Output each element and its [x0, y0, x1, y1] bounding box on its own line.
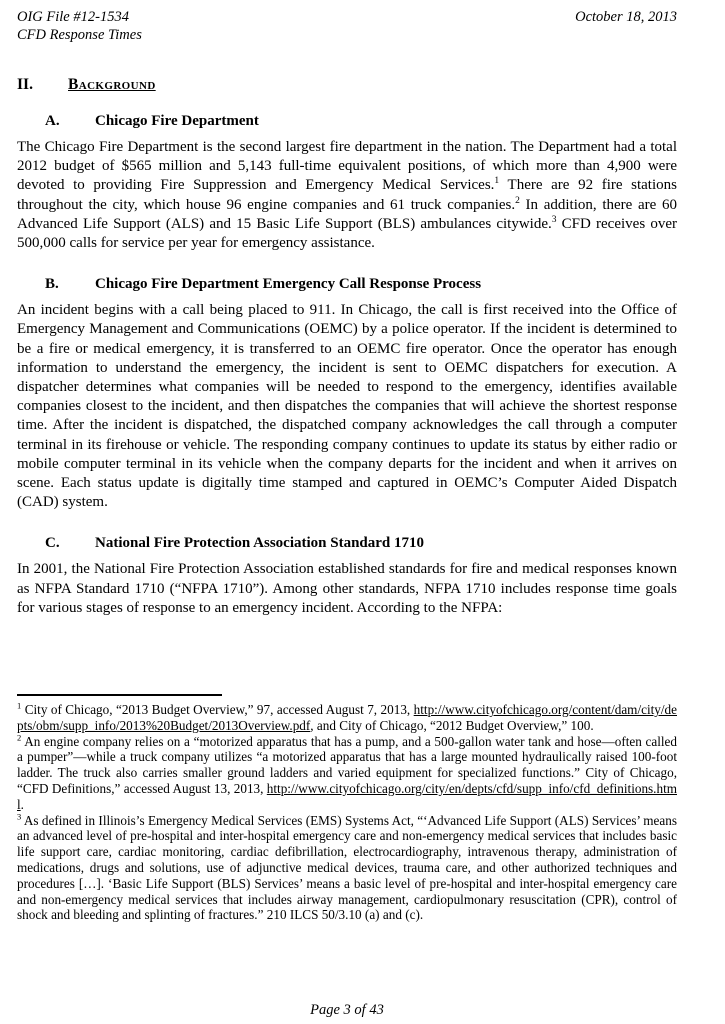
header-report-title: CFD Response Times — [17, 26, 142, 43]
footnote-3-number: 3 — [17, 811, 22, 822]
subsection-heading-c — [45, 534, 677, 553]
footnote-1-text-1: City of Chicago, “2013 Budget Overview,” 97, accessed August 7, 2013, — [21, 702, 414, 717]
subsection-title-c: National Fire Protection Association Standard 1710 — [95, 535, 425, 552]
paragraph-a-text-3: In addition, there are 60 Advanced Life Support (ALS) and 15 Basic Life Support (BLS) ambulances citywide. — [17, 196, 677, 232]
footnote-2 — [17, 734, 677, 813]
footnote-separator — [17, 694, 222, 696]
header-date: October 18, 2013 — [575, 9, 677, 25]
footnote-ref-1: 1 — [494, 176, 500, 187]
page-number: Page 3 of 43 — [310, 1002, 384, 1018]
subsection-heading-b — [45, 275, 677, 294]
subsection-label-b: B. — [45, 276, 59, 293]
section-title: Background — [68, 76, 156, 93]
paragraph-a — [17, 138, 677, 253]
paragraph-c: In 2001, the National Fire Protection Association established standards for fire and medical responses known as NFPA Standard 1710 (“NFPA 1710”). Among other standards, NFPA 1710 includes response time goals for various stages of response to an emergency incident. According to the NFPA: — [17, 561, 677, 616]
footnotes-section — [17, 694, 677, 923]
section-heading-background — [17, 75, 677, 95]
footnote-1-link[interactable]: http://www.cityofchicago.org/content/dam/city/depts/obm/supp_info/2013%20Budget/2013Overview.pdf — [17, 702, 677, 733]
section-numeral: II. — [17, 76, 33, 93]
header-file-number: OIG File #12-1534 — [17, 9, 129, 25]
footnote-2-number: 2 — [17, 732, 22, 743]
paragraph-a-text-4: CFD receives over 500,000 calls for service per year for emergency assistance. — [17, 215, 677, 252]
footnote-2-text-2: . — [20, 796, 24, 812]
footnote-1-number: 1 — [17, 700, 22, 711]
subsection-title-a: Chicago Fire Department — [95, 113, 259, 129]
subsection-label-c: C. — [45, 535, 60, 552]
subsection-heading-a — [45, 112, 677, 131]
paragraph-b: An incident begins with a call being placed to 911. In Chicago, the call is first received into the Office of Emergency Management and Communications (OEMC) by a police operator. If the incident is determined to be a fire or medical emergency, it is transferred to an OEMC fire operator. Once the operator has enough information to understand the emergency, the incident is sent to OEMC dispatchers for execution. A dispatcher determines what companies will be needed to respond to the emergency, identifies available companies closest to the incident, and then dispatches the companies that will achieve the shortest response time. After the incident is dispatched, the dispatched company acknowledges the call through a computer terminal in its firehouse or vehicle. The responding company continues to update its status by either radio or mobile computer terminal in its vehicle when the company departs for the incident and when it arrives on scene. Each status update is digitally time stamped and captured in OEMC’s Computer Aided Dispatch (CAD) system. — [17, 302, 677, 511]
paragraph-a-text-1: The Chicago Fire Department is the second largest fire department in the nation. The Department had a total 2012 budget of $565 million and 5,143 full-time equivalent positions, of which more than 4,900 were devoted to providing Fire Suppression and Emergency Medical Services. — [17, 139, 677, 194]
footnote-1 — [17, 702, 677, 734]
page-footer — [17, 1002, 677, 1019]
footnote-3 — [17, 813, 677, 924]
header-left — [17, 9, 142, 44]
paragraph-a-text-2: There are 92 fire stations throughout the city, which house 96 engine companies and 61 truck companies. — [17, 177, 677, 213]
page-header — [17, 9, 677, 44]
footnote-ref-3: 3 — [551, 214, 557, 225]
footnote-3-text-1: As defined in Illinois’s Emergency Medical Services (EMS) Systems Act, “‘Advanced Life Support (ALS) Services’ means an advanced level of pre-hospital and inter-hospital emergency care and non-emergency medical services that includes basic life support care, cardiac monitoring, cardiac defibrillation, electrocardiography, intravenous therapy, administration of medications, drugs and solutions, use of adjunctive medical devices, trauma care, and other authorized techniques and procedures […]. ‘Basic Life Support (BLS) Services’ means a basic level of pre-hospital and inter-hospital emergency care and non-emergency medical services that includes airway management, cardiopulmonary resuscitation (CPR), control of shock and bleeding and splinting of fractures.” 210 ILCS 50/3.10 (a) and (c). — [17, 812, 677, 923]
subsection-label-a: A. — [45, 113, 60, 129]
footnote-ref-2: 2 — [515, 195, 520, 206]
footnote-2-link[interactable]: http://www.cityofchicago.org/city/en/depts/cfd/supp_info/cfd_definitions.html — [17, 780, 677, 812]
footnote-1-text-2: , and City of Chicago, “2012 Budget Overview,” 100. — [310, 717, 594, 733]
subsection-title-b: Chicago Fire Department Emergency Call Response Process — [95, 276, 482, 293]
footnote-2-text-1: An engine company relies on a “motorized apparatus that has a pump, and a 500-gallon water tank and hose—often called a pumper”—while a truck company utilizes “a motorized apparatus that has a large mounted hydraulically raised 100-foot ladder. The truck also carries smaller ground ladders and varied equipment for specialized functions.” City of Chicago, “CFD Definitions,” accessed August 13, 2013, — [17, 733, 677, 796]
